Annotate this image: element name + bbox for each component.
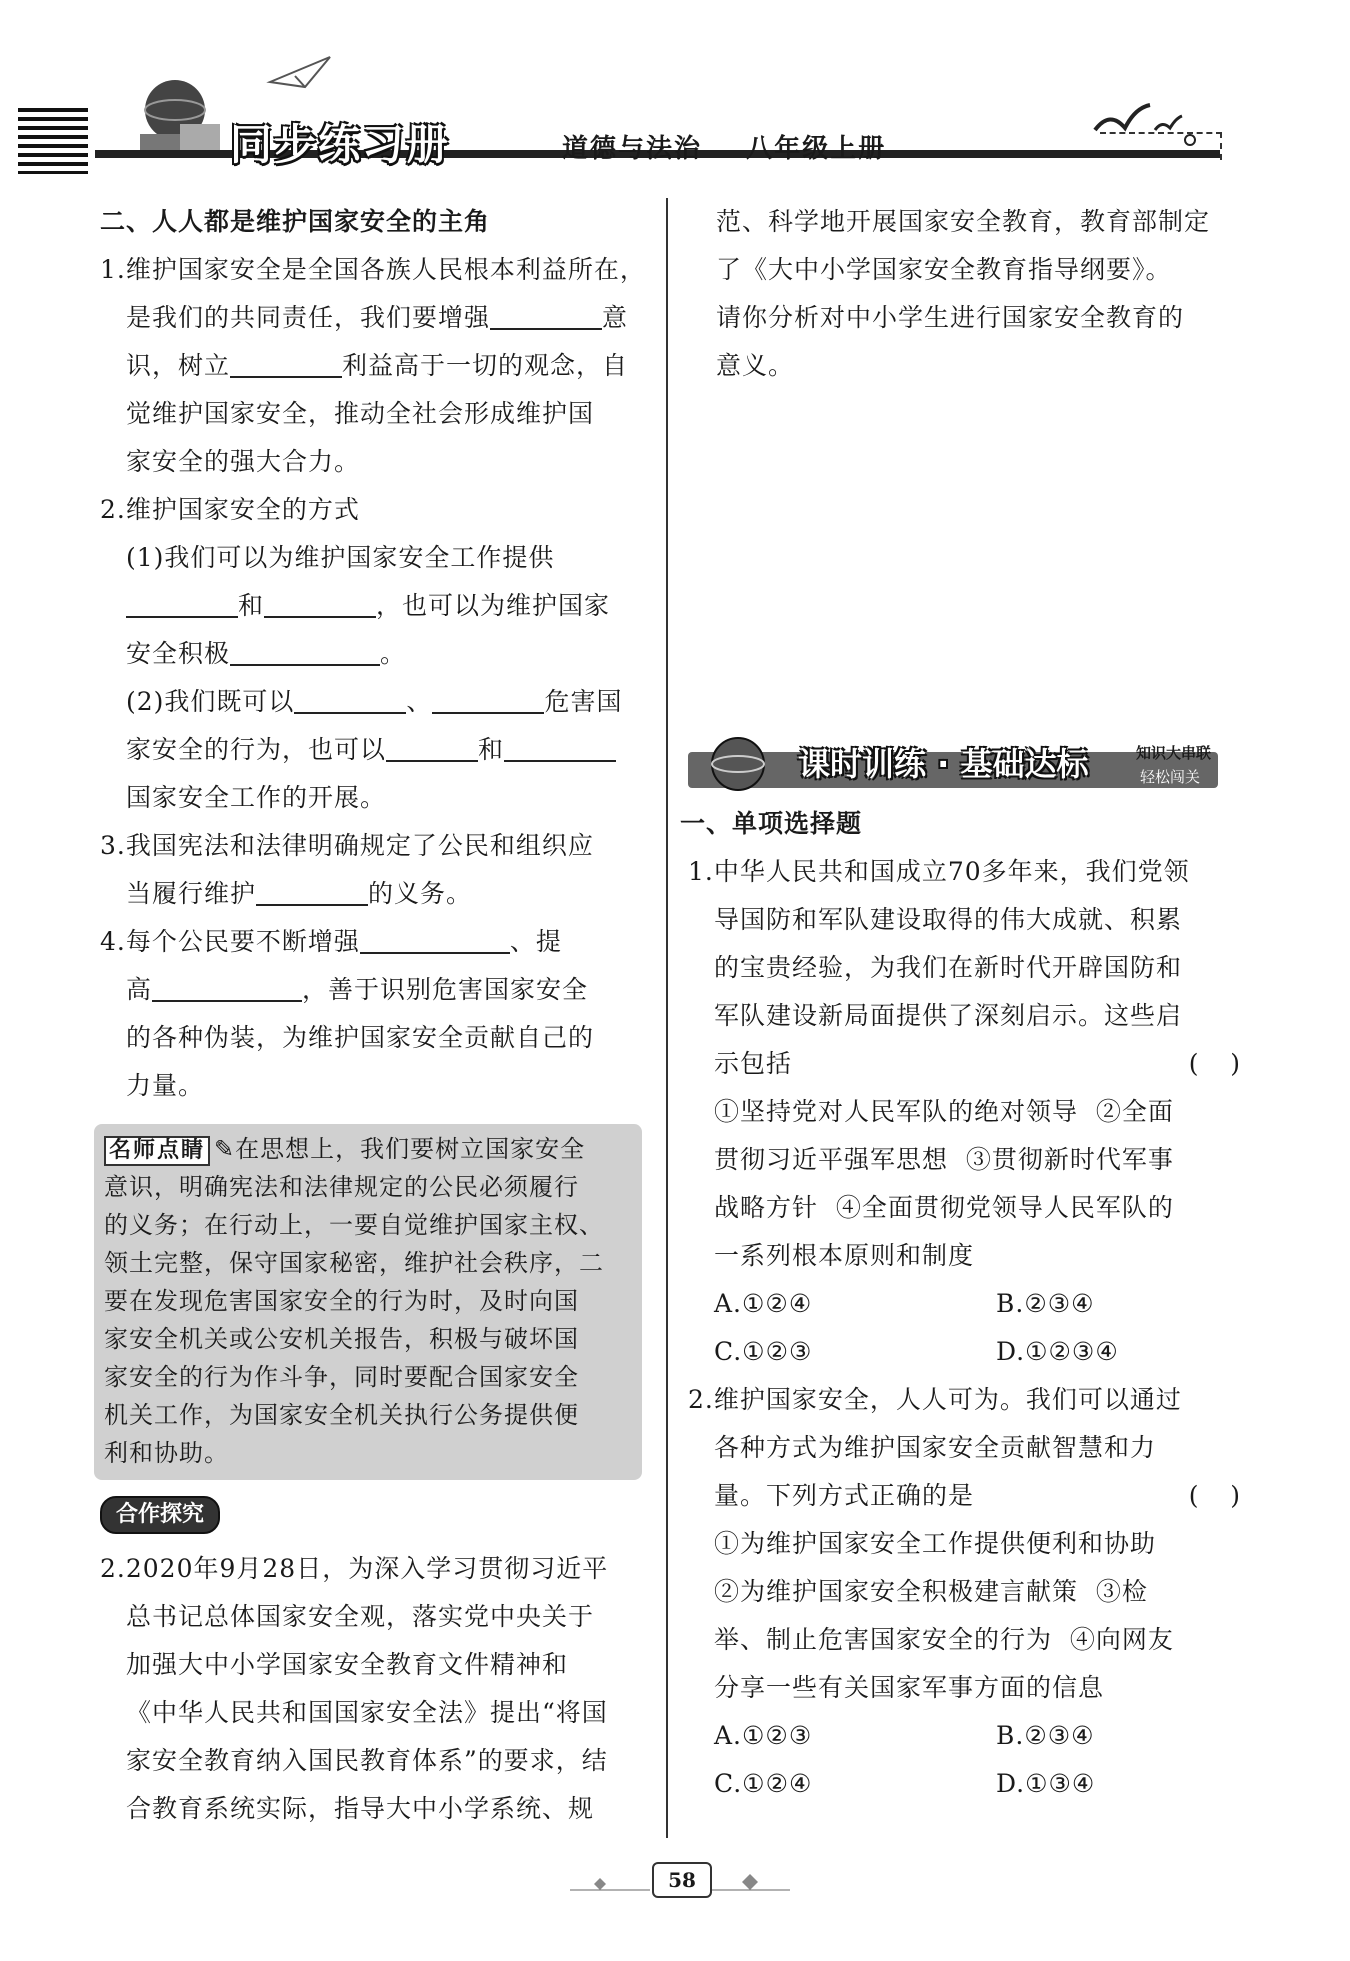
option-c[interactable]: C.①②③ [714, 1337, 813, 1366]
banner-note: 知识大串联 [1136, 744, 1212, 762]
pencil-icon: ✎ [214, 1135, 236, 1163]
page-number: 58 [652, 1862, 712, 1898]
answer-blank[interactable] [264, 586, 376, 618]
answer-paren[interactable]: ( ) [1188, 1049, 1240, 1078]
question-2: 2.维护国家安全的方式 (1)我们可以为维护国家安全工作提供 和 ，也可以为维护国家 安全积极 。 (2)我们既可以 、 危害国 家安全的行为，也可以 和 国家安全工作的开展。 [100, 495, 623, 812]
answer-blank[interactable] [230, 346, 342, 378]
column-divider [666, 198, 668, 1838]
answer-blank[interactable] [294, 682, 406, 714]
globe-icon [700, 734, 780, 794]
globe-icon [130, 72, 240, 162]
answer-blank[interactable] [386, 730, 478, 762]
option-b[interactable]: B.②③④ [996, 1721, 1095, 1750]
birds-icon [1090, 100, 1200, 150]
answer-blank[interactable] [490, 298, 602, 330]
answer-blank[interactable] [256, 874, 368, 906]
brand-title: 同步练习册 [230, 120, 451, 169]
option-c[interactable]: C.①②④ [714, 1769, 813, 1798]
page-header [0, 0, 1350, 180]
inquiry-question: 2.2020年9月28日，为深入学习贯彻习近平 总书记总体国家安全观，落实党中央关于 加强大中小学国家安全教育文件精神和 《中华人民共和国国家安全法》提出“将国 家安全教育纳入国民教育体系”的要求，结 合教育系统实际，指导大中小学系统、规 [100, 1554, 609, 1823]
option-b[interactable]: B.②③④ [996, 1289, 1095, 1318]
page-footer [560, 1860, 800, 1900]
right-column [680, 198, 1248, 1808]
option-d[interactable]: D.①②③④ [996, 1337, 1119, 1366]
answer-blank[interactable] [432, 682, 544, 714]
inquiry-continued: 范、科学地开展国家安全教育，教育部制定 了《大中小学国家安全教育指导纲要》。 请你分析对中小学生进行国家安全教育的 意义。 [716, 207, 1211, 380]
answer-blank[interactable] [360, 922, 510, 954]
option-a[interactable]: A.①②④ [714, 1289, 813, 1318]
question-4: 4.每个公民要不断增强 、提 高 ，善于识别危害国家安全 的各种伪装，为维护国家安全贡献自己的 力量。 [100, 918, 648, 1110]
paper-plane-icon [265, 52, 335, 92]
practice-banner [688, 730, 1248, 800]
section-title: 二、人人都是维护国家安全的主角 [100, 207, 491, 236]
answer-blank[interactable] [230, 634, 380, 666]
left-column [100, 198, 648, 1833]
answer-blank[interactable] [504, 730, 616, 762]
cooperation-label: 合作探究 [100, 1496, 220, 1534]
answer-blank[interactable] [152, 970, 302, 1002]
question-1: 1.维护国家安全是全国各族人民根本利益所在， 是我们的共同责任，我们要增强 意 识，树立 利益高于一切的观念，自 觉维护国家安全，推动全社会形成维护国 家安全的强大合力。 [100, 255, 646, 476]
banner-title: 课时训练 · 基础达标 [798, 745, 1089, 783]
mc-question-2: 2.维护国家安全，人人可为。我们可以通过 各种方式为维护国家安全贡献智慧和力 量。下列方式正确的是 ( ) ①为维护国家安全工作提供便利和协助 ②为维护国家安全积极建言献策 ③检 举、制止危害国家安全的行为 ④向网友 分享一些有关国家军事方面的信息 A.①②③ B.②③④ C.①②④ D.①③④ [688, 1376, 1248, 1808]
banner-note: 轻松闯关 [1140, 768, 1201, 786]
option-a[interactable]: A.①②③ [714, 1721, 813, 1750]
option-d[interactable]: D.①③④ [996, 1769, 1096, 1798]
answer-paren[interactable]: ( ) [1188, 1481, 1240, 1510]
answer-blank[interactable] [126, 586, 238, 618]
teacher-tip-box: 名师点睛 ✎在思想上，我们要树立国家安全 意识，明确宪法和法律规定的公民必须履行 的义务；在行动上，一要自觉维护国家主权、 领土完整，保守国家秘密，维护社会秩序，二 要在发现危害国家安全的行为时，及时向国 家安全机关或公安机关报告，积极与破坏国 家安全的行为作斗争，同时要配合国家安全 机关工作，为国家安全机关执行公务提供便 利和协助。 [94, 1124, 642, 1480]
book-subtitle: 道德与法治 八年级上册 [562, 134, 887, 164]
question-3: 3.我国宪法和法律明确规定了公民和组织应 当履行维护 的义务。 [100, 831, 594, 908]
mc-question-1: 1.中华人民共和国成立70多年来，我们党领 导国防和军队建设取得的伟大成就、积累 的宝贵经验，为我们在新时代开辟国防和 军队建设新局面提供了深刻启示。这些启 示包括 ( ) ①坚持党对人民军队的绝对领导 ②全面 贯彻习近平强军思想 ③贯彻新时代军事 战略方针 ④全面贯彻党领导人民军队的 一系列根本原则和制度 A.①②④ B.②③④ C.①②③ D.①②③④ [688, 848, 1248, 1376]
tip-tag: 名师点睛 [104, 1136, 210, 1166]
header-stripes [18, 108, 88, 174]
mc-section-title: 一、单项选择题 [680, 809, 863, 838]
